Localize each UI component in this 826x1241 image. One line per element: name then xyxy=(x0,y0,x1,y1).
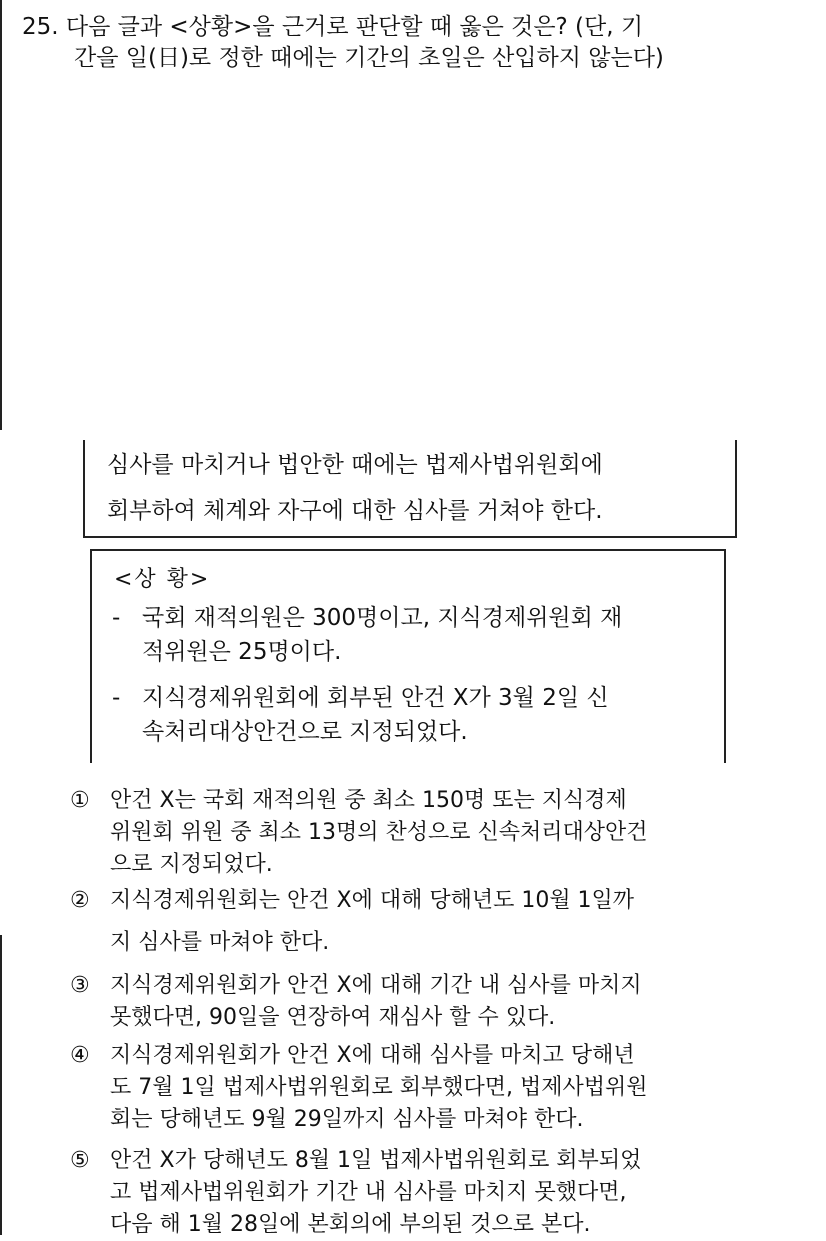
situation-item xyxy=(112,601,712,669)
situation-item xyxy=(112,681,712,749)
question-line-2: 간을 일(日)로 정한 때에는 기간의 초일은 산입하지 않는다) xyxy=(74,45,664,71)
question-stem xyxy=(22,12,812,74)
situation-box xyxy=(90,549,726,763)
option-number: ⑤ xyxy=(70,1148,90,1173)
passage-line-2: 회부하여 체계와 자구에 대한 심사를 거쳐야 한다. xyxy=(107,498,603,524)
situation-bullet: - xyxy=(112,685,121,711)
option-number: ③ xyxy=(70,973,90,998)
option-line: 지식경제위원회는 안건 X에 대해 당해년도 10월 1일까 xyxy=(110,888,635,913)
situation-title: <상 황> xyxy=(114,567,211,592)
situation-bullet: - xyxy=(112,605,121,631)
option-line: 못했다면, 90일을 연장하여 재심사 할 수 있다. xyxy=(110,1005,556,1030)
option-line: 회는 당해년도 9월 29일까지 심사를 마쳐야 한다. xyxy=(110,1107,584,1132)
option-line: 안건 X는 국회 재적의원 중 최소 150명 또는 지식경제 xyxy=(110,788,627,813)
answer-option-1[interactable] xyxy=(70,785,760,881)
option-line: 도 7월 1일 법제사법위원회로 회부했다면, 법제사법위원 xyxy=(110,1075,648,1100)
option-line: 고 법제사법위원회가 기간 내 심사를 마치지 못했다면, xyxy=(110,1180,627,1205)
option-line: 지 심사를 마쳐야 한다. xyxy=(110,930,330,955)
situation-item-line: 적위원은 25명이다. xyxy=(142,639,342,665)
option-number: ② xyxy=(70,888,90,913)
answer-option-4[interactable] xyxy=(70,1040,760,1136)
option-number: ④ xyxy=(70,1043,90,1068)
option-number: ① xyxy=(70,788,90,813)
option-line: 다음 해 1월 28일에 본회의에 부의된 것으로 본다. xyxy=(110,1212,591,1237)
option-line: 위원회 위원 중 최소 13명의 찬성으로 신속처리대상안건 xyxy=(110,820,648,845)
passage-line-1: 심사를 마치거나 법안한 때에는 법제사법위원회에 xyxy=(107,452,603,478)
left-margin-rule-top xyxy=(0,0,2,430)
situation-item-line: 국회 재적의원은 300명이고, 지식경제위원회 재 xyxy=(142,605,623,631)
passage-box xyxy=(83,440,737,538)
situation-item-line: 지식경제위원회에 회부된 안건 X가 3월 2일 신 xyxy=(142,685,609,711)
answer-option-5[interactable] xyxy=(70,1145,760,1241)
option-line: 안건 X가 당해년도 8월 1일 법제사법위원회로 회부되었 xyxy=(110,1148,642,1173)
question-line-1: 25. 다음 글과 <상황>을 근거로 판단할 때 옳은 것은? (단, 기 xyxy=(22,14,644,40)
left-margin-rule-bottom xyxy=(0,935,2,1235)
option-line: 지식경제위원회가 안건 X에 대해 심사를 마치고 당해년 xyxy=(110,1043,635,1068)
answer-option-3[interactable] xyxy=(70,970,760,1034)
situation-item-line: 속처리대상안건으로 지정되었다. xyxy=(142,719,468,745)
option-line: 으로 지정되었다. xyxy=(110,852,273,877)
option-line: 지식경제위원회가 안건 X에 대해 기간 내 심사를 마치지 xyxy=(110,973,642,998)
answer-option-2[interactable] xyxy=(70,885,760,959)
